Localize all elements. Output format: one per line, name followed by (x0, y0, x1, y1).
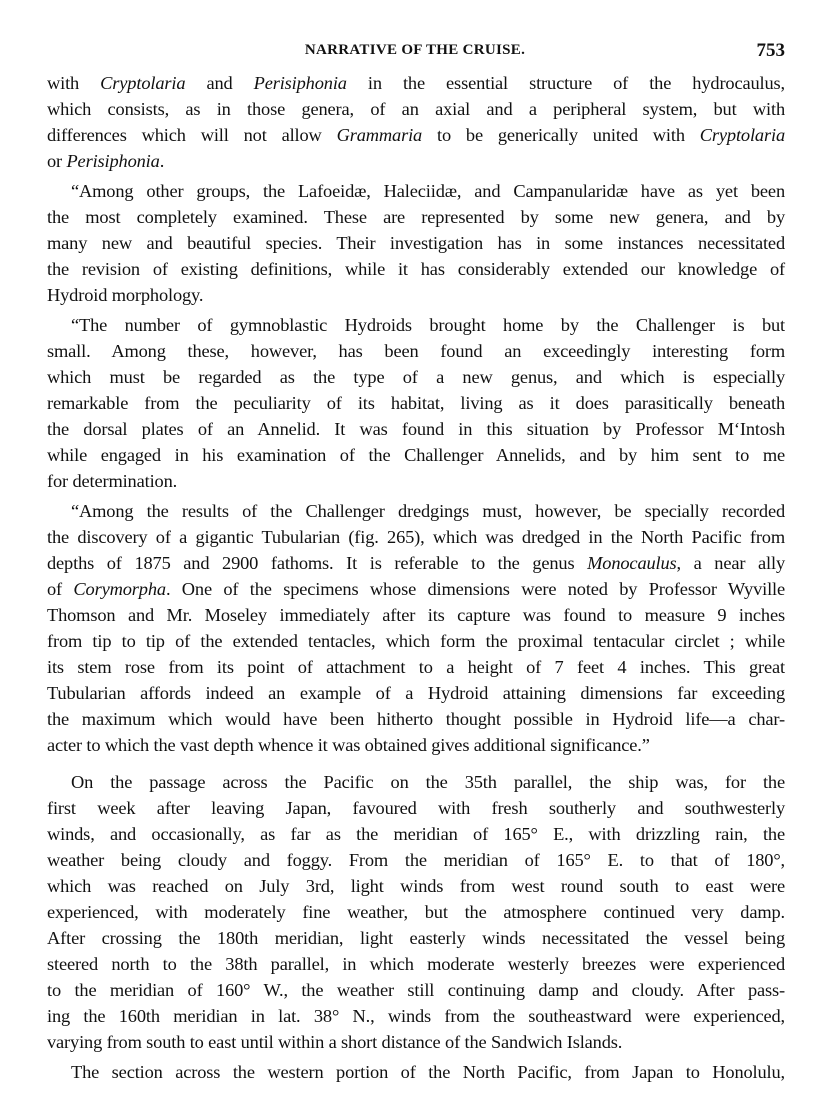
italic-term: Corymorpha (73, 579, 166, 599)
text-segment: On the passage across the Pacific on the 35th parallel, the ship was, for the (71, 772, 785, 792)
text-segment: with (47, 73, 101, 93)
text-segment: . (159, 151, 165, 171)
text-line (47, 442, 785, 468)
text-line (47, 390, 785, 416)
text-line (47, 338, 785, 364)
paragraph (47, 769, 785, 1055)
text-segment: which must be regarded as the type of a new genus, and which is especially (47, 367, 785, 387)
text-segment: in the essential structure of the hydrocaulus, (346, 73, 785, 93)
text-line (47, 1029, 785, 1055)
text-segment: of (47, 579, 74, 599)
text-line (47, 951, 785, 977)
text-segment: remarkable from the peculiarity of its habitat, living as it does parasitically beneath (47, 393, 785, 413)
text-line (47, 628, 785, 654)
text-line (47, 732, 785, 758)
paragraph (47, 498, 785, 758)
paragraph (47, 178, 785, 308)
text-segment: to be generically united with (422, 125, 700, 145)
text-line (47, 602, 785, 628)
italic-term: Cryptolaria (699, 125, 785, 145)
text-segment: which was reached on July 3rd, light winds from west round south to east were (47, 876, 785, 896)
text-segment: small. Among these, however, has been found an exceedingly interesting form (47, 341, 785, 361)
text-line (47, 550, 785, 576)
text-segment: the most completely examined. These are represented by some new genera, and by (47, 207, 785, 227)
page-number: 753 (756, 40, 785, 61)
text-segment: After crossing the 180th meridian, light easterly winds necessitated the vessel being (47, 928, 785, 948)
text-line (47, 256, 785, 282)
italic-term: Perisiphonia (66, 151, 160, 171)
running-head (0, 40, 825, 64)
text-line (47, 70, 785, 96)
text-segment: the discovery of a gigantic Tubularian (fig. 265), which was dredged in the North Pacific from (47, 527, 785, 547)
text-line (47, 795, 785, 821)
text-line (47, 524, 785, 550)
text-line (47, 1003, 785, 1029)
text-line (47, 576, 785, 602)
text-segment: winds, and occasionally, as far as the meridian of 165° E., with drizzling rain, the (47, 824, 785, 844)
text-segment: weather being cloudy and foggy. From the meridian of 165° E. to that of 180°, (47, 850, 785, 870)
text-segment: “The number of gymnoblastic Hydroids brought home by the Challenger is but (71, 315, 785, 335)
text-line (47, 122, 785, 148)
text-line (47, 977, 785, 1003)
body-text (47, 70, 785, 1089)
paragraph (47, 1059, 785, 1085)
running-head-title: NARRATIVE OF THE CRUISE. (304, 42, 526, 58)
text-segment: its stem rose from its point of attachment to a height of 7 feet 4 inches. This great (47, 657, 785, 677)
text-line (47, 680, 785, 706)
text-segment: Tubularian affords indeed an example of a Hydroid attaining dimensions far exceeding (47, 683, 785, 703)
text-segment: Hydroid morphology. (47, 285, 204, 305)
text-segment: steered north to the 38th parallel, in which moderate westerly breezes were experienced (47, 954, 785, 974)
text-line (47, 416, 785, 442)
text-segment: . One of the specimens whose dimensions were noted by Professor Wyville (165, 579, 785, 599)
text-segment: to the meridian of 160° W., the weather still continuing damp and cloudy. After pass- (47, 980, 785, 1000)
text-segment: from tip to tip of the extended tentacles, which form the proximal tentacular circlet ; while (47, 631, 785, 651)
italic-term: Cryptolaria (100, 73, 186, 93)
paragraph (47, 312, 785, 494)
text-segment: many new and beautiful species. Their investigation has in some instances necessitated (47, 233, 785, 253)
text-segment: , a near ally (676, 553, 785, 573)
text-line (47, 178, 785, 204)
text-segment: and (185, 73, 254, 93)
text-line (47, 230, 785, 256)
text-segment: which consists, as in those genera, of an axial and a peripheral system, but with (47, 99, 785, 119)
text-line (47, 96, 785, 122)
text-segment: the revision of existing definitions, while it has considerably extended our knowledge of (47, 259, 785, 279)
text-segment: the maximum which would have been hitherto thought possible in Hydroid life—a char- (47, 709, 785, 729)
text-line (47, 148, 785, 174)
text-line (47, 282, 785, 308)
text-segment: for determination. (47, 471, 178, 491)
text-segment: depths of 1875 and 2900 fathoms. It is referable to the genus (47, 553, 588, 573)
text-line (47, 1059, 785, 1085)
text-segment: ing the 160th meridian in lat. 38° N., winds from the southeastward were experienced, (47, 1006, 785, 1026)
text-segment: while engaged in his examination of the Challenger Annelids, and by him sent to me (47, 445, 785, 465)
text-line (47, 204, 785, 230)
text-line (47, 821, 785, 847)
text-segment: acter to which the vast depth whence it was obtained gives additional significance.” (47, 735, 650, 755)
italic-term: Perisiphonia (253, 73, 347, 93)
text-line (47, 873, 785, 899)
text-segment: the dorsal plates of an Annelid. It was found in this situation by Professor M‘Intosh (47, 419, 785, 439)
text-line (47, 498, 785, 524)
text-line (47, 847, 785, 873)
text-line (47, 925, 785, 951)
paragraph (47, 70, 785, 174)
text-segment: differences which will not allow (47, 125, 337, 145)
text-line (47, 364, 785, 390)
text-line (47, 468, 785, 494)
text-line (47, 654, 785, 680)
text-line (47, 706, 785, 732)
text-segment: first week after leaving Japan, favoured with fresh southerly and southwesterly (47, 798, 785, 818)
text-line (47, 899, 785, 925)
text-line (47, 769, 785, 795)
text-segment: Thomson and Mr. Moseley immediately after its capture was found to measure 9 inches (47, 605, 785, 625)
text-segment: or (47, 151, 67, 171)
italic-term: Monocaulus (587, 553, 677, 573)
text-segment: The section across the western portion of the North Pacific, from Japan to Honolulu, (71, 1062, 785, 1082)
text-segment: varying from south to east until within a short distance of the Sandwich Islands. (47, 1032, 623, 1052)
text-line (47, 312, 785, 338)
text-segment: experienced, with moderately fine weather, but the atmosphere continued very damp. (47, 902, 785, 922)
italic-term: Grammaria (336, 125, 423, 145)
text-segment: “Among the results of the Challenger dredgings must, however, be specially recorded (71, 501, 785, 521)
text-segment: “Among other groups, the Lafoeidæ, Haleciidæ, and Campanularidæ have as yet been (71, 181, 785, 201)
